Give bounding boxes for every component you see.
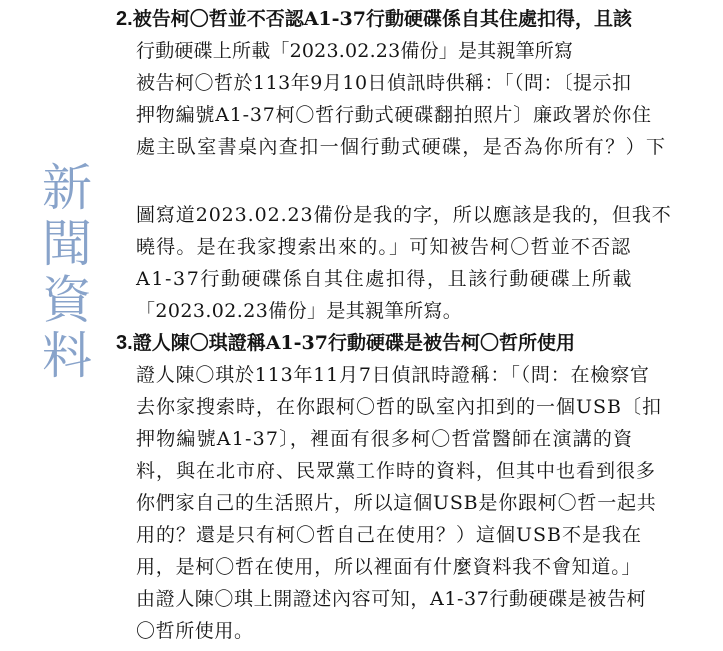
section-2-line-7: A1-37行動硬碟係自其住處扣得，且該行動硬碟上所載 <box>136 268 634 290</box>
section-2-line-3: 押物編號A1-37柯〇哲行動式硬碟翻拍照片〕廉政署於你住 <box>136 104 652 126</box>
section-2-line-1: 行動硬碟上所載「2023.02.23備份」是其親筆所寫 <box>136 40 574 62</box>
section-3-heading-line <box>116 332 575 354</box>
section-3-line-4: 料，與在北市府、民眾黨工作時的資料，但其中也看到很多 <box>136 460 657 482</box>
stamp-char-1: 新 <box>42 159 92 217</box>
stamp-char-3: 資 <box>42 271 92 329</box>
section-2-line-6: 曉得。是在我家搜索出來的。」可知被告柯〇哲並不否認 <box>136 236 632 258</box>
stamp-char-2: 聞 <box>42 215 92 273</box>
section-3-line-3: 押物編號A1-37〕，裡面有很多柯〇哲當醫師在演講的資 <box>136 428 634 450</box>
section-3-line-1: 證人陳〇琪於113年11月7日偵訊時證稱：「（問：在檢察官 <box>136 364 650 386</box>
section-2-line-4: 處主臥室書桌內查扣一個行動式硬碟，是否為你所有？）下 <box>136 136 667 158</box>
section-2-number: 2. <box>116 8 133 30</box>
section-3-line-5: 你們家自己的生活照片，所以這個USB是你跟柯〇哲一起共 <box>136 492 657 514</box>
section-3-line-2: 去你家搜索時，在你跟柯〇哲的臥室內扣到的一個USB〔扣 <box>136 396 662 418</box>
section-3-line-8: 由證人陳〇琪上開證述內容可知，A1-37行動硬碟是被告柯 <box>136 588 647 610</box>
section-2-line-8: 「2023.02.23備份」是其親筆所寫。 <box>136 300 463 322</box>
section-2-line-2: 被告柯〇哲於113年9月10日偵訊時供稱：「（問：〔提示扣 <box>136 72 632 94</box>
stamp-char-4: 料 <box>42 327 92 385</box>
section-3-line-9: 〇哲所使用。 <box>136 620 254 642</box>
section-3-number: 3. <box>116 332 133 354</box>
section-2-line-5: 圖寫道2023.02.23備份是我的字，所以應該是我的，但我不 <box>136 204 672 226</box>
section-2-heading-line <box>116 8 632 30</box>
section-2-heading: 被告柯〇哲並不否認A1-37行動硬碟係自其住處扣得，且該 <box>132 8 632 30</box>
section-3-line-7: 用，是柯〇哲在使用，所以裡面有什麼資料我不會知道。」 <box>136 556 642 578</box>
section-3-line-6: 用的？還是只有柯〇哲自己在使用？）這個USB不是我在 <box>136 524 642 546</box>
section-3-heading: 證人陳〇琪證稱A1-37行動硬碟是被告柯〇哲所使用 <box>132 332 575 354</box>
